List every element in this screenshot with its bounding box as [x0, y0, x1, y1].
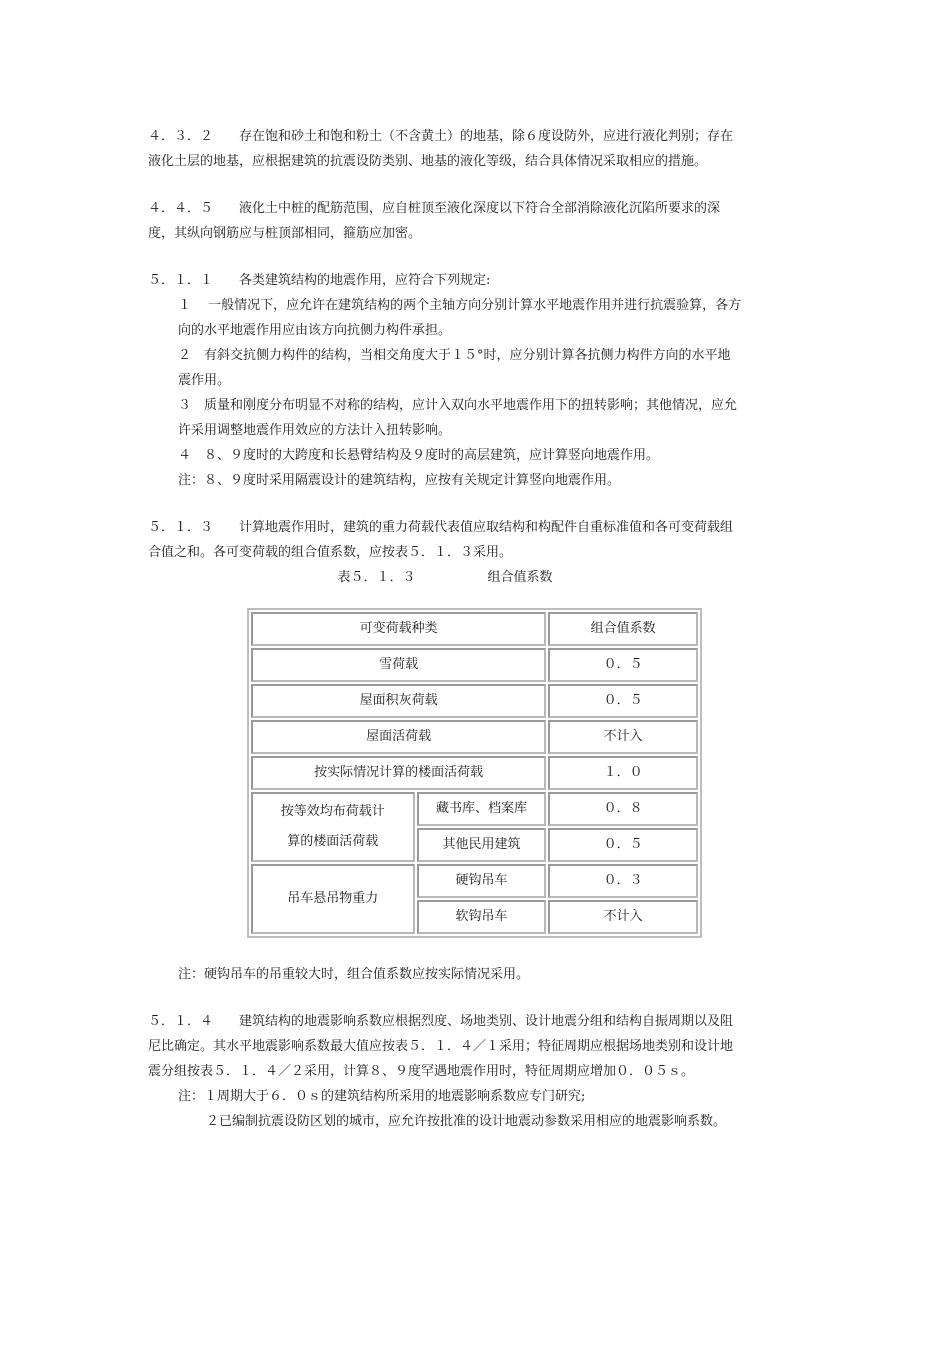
- header-coefficient: 组合值系数: [548, 612, 698, 646]
- row-snow-value: ０．５: [548, 648, 698, 682]
- clause-5-1-1-item-4: ４ ８、９度时的大跨度和长悬臂结构及９度时的高层建筑，应计算竖向地震作用。: [178, 448, 660, 463]
- clause-5-1-1-item-2: ２ 有斜交抗侧力构件的结构，当相交角度大于１５°时，应分别计算各抗侧力构件方向的水平地震作用。: [178, 348, 731, 388]
- row-civil-type: 其他民用建筑: [417, 828, 547, 862]
- row-roof-live-value: 不计入: [548, 720, 698, 754]
- row-archive-value: ０．８: [548, 792, 698, 826]
- clause-5-1-4-note-2: ２已编制抗震设防区划的城市，应允许按批准的设计地震动参数采用相应的地震影响系数。: [206, 1114, 727, 1129]
- clause-5-1-1-note: 注：８、９度时采用隔震设计的建筑结构，应按有关规定计算竖向地震作用。: [178, 473, 621, 488]
- table-row: [251, 648, 698, 682]
- clause-5-1-3: ５．１．３ 计算地震作用时，建筑的重力荷载代表值应取结构和构配件自重标准值和各可变荷载组合值之和。各可变荷载的组合值系数，应按表５．１．３采用。: [148, 520, 734, 560]
- clause-5-1-4-text: ５．１．４ 建筑结构的地震影响系数应根据烈度、场地类别、设计地震分组和结构自振周期以及阻尼比确定。其水平地震影响系数最大值应按表５．１．４／１采用；特征周期应根据场地类别和设计地震分组按表５．１．４／２采用，计算８、９度罕遇地震作用时，特征周期应增加０．０５ｓ。: [148, 1014, 734, 1079]
- clause-5-1-1-item-3: ３ 质量和刚度分布明显不对称的结构，应计入双向水平地震作用下的扭转影响；其他情况，应允许采用调整地震作用效应的方法计入扭转影响。: [178, 398, 738, 438]
- clause-4-4-5: ４．４．５ 液化土中桩的配筋范围，应自桩顶至液化深度以下符合全部消除液化沉陷所要求的深度，其纵向钢筋应与桩顶部相同，箍筋应加密。: [148, 201, 721, 241]
- row-snow-type: 雪荷载: [251, 648, 546, 682]
- row-roof-ash-value: ０．５: [548, 684, 698, 718]
- header-load-type: 可变荷载种类: [251, 612, 546, 646]
- table-note: 注：硬钩吊车的吊重较大时，组合值系数应按实际情况采用。: [178, 967, 530, 982]
- row-hard-hook-value: ０．３: [548, 864, 698, 898]
- clause-5-1-1: [148, 268, 742, 493]
- combination-coefficient-table: [247, 608, 702, 938]
- row-roof-live-type: 屋面活荷载: [251, 720, 546, 754]
- row-actual-floor-value: １．０: [548, 756, 698, 790]
- table-row: [251, 684, 698, 718]
- table-row: [251, 720, 698, 754]
- clause-5-1-4: [148, 1009, 742, 1134]
- table-row: [251, 792, 698, 826]
- table-caption-number: 表５．１．３: [337, 570, 416, 585]
- row-civil-value: ０．５: [548, 828, 698, 862]
- group-uniform-floor-line-2: 算的楼面活荷载: [287, 834, 379, 849]
- group-uniform-floor-line-1: 按等效均布荷载计: [280, 804, 385, 819]
- group-crane-label: 吊车悬吊物重力: [251, 864, 415, 934]
- table-row: [251, 756, 698, 790]
- row-hard-hook-type: 硬钩吊车: [417, 864, 547, 898]
- row-roof-ash-type: 屋面积灰荷载: [251, 684, 546, 718]
- row-actual-floor-type: 按实际情况计算的楼面活荷载: [251, 756, 546, 790]
- table-row: [251, 864, 698, 898]
- clause-5-1-1-item-1: １ 一般情况下，应允许在建筑结构的两个主轴方向分别计算水平地震作用并进行抗震验算，各方向的水平地震作用应由该方向抗侧力构件承担。: [178, 298, 742, 338]
- clause-4-3-2: ４．３．２ 存在饱和砂土和饱和粉土（不含黄土）的地基，除６度设防外，应进行液化判别；存在液化土层的地基，应根据建筑的抗震设防类别、地基的液化等级，结合具体情况采取相应的措施。: [148, 129, 734, 169]
- document-body: [148, 124, 742, 1134]
- table-caption-title: 组合值系数: [487, 570, 553, 585]
- row-soft-hook-value: 不计入: [548, 900, 698, 934]
- row-soft-hook-type: 软钩吊车: [417, 900, 547, 934]
- table-header-row: [251, 612, 698, 646]
- spacer: [148, 493, 742, 515]
- clause-5-1-1-heading: ５．１．１ 各类建筑结构的地震作用，应符合下列规定:: [148, 273, 491, 288]
- table-caption: [148, 565, 742, 590]
- row-archive-type: 藏书库、档案库: [417, 792, 547, 826]
- clause-5-1-4-note-1: 注：１周期大于６．０ｓ的建筑结构所采用的地震影响系数应专门研究;: [178, 1089, 586, 1104]
- group-uniform-floor-label: [251, 792, 415, 862]
